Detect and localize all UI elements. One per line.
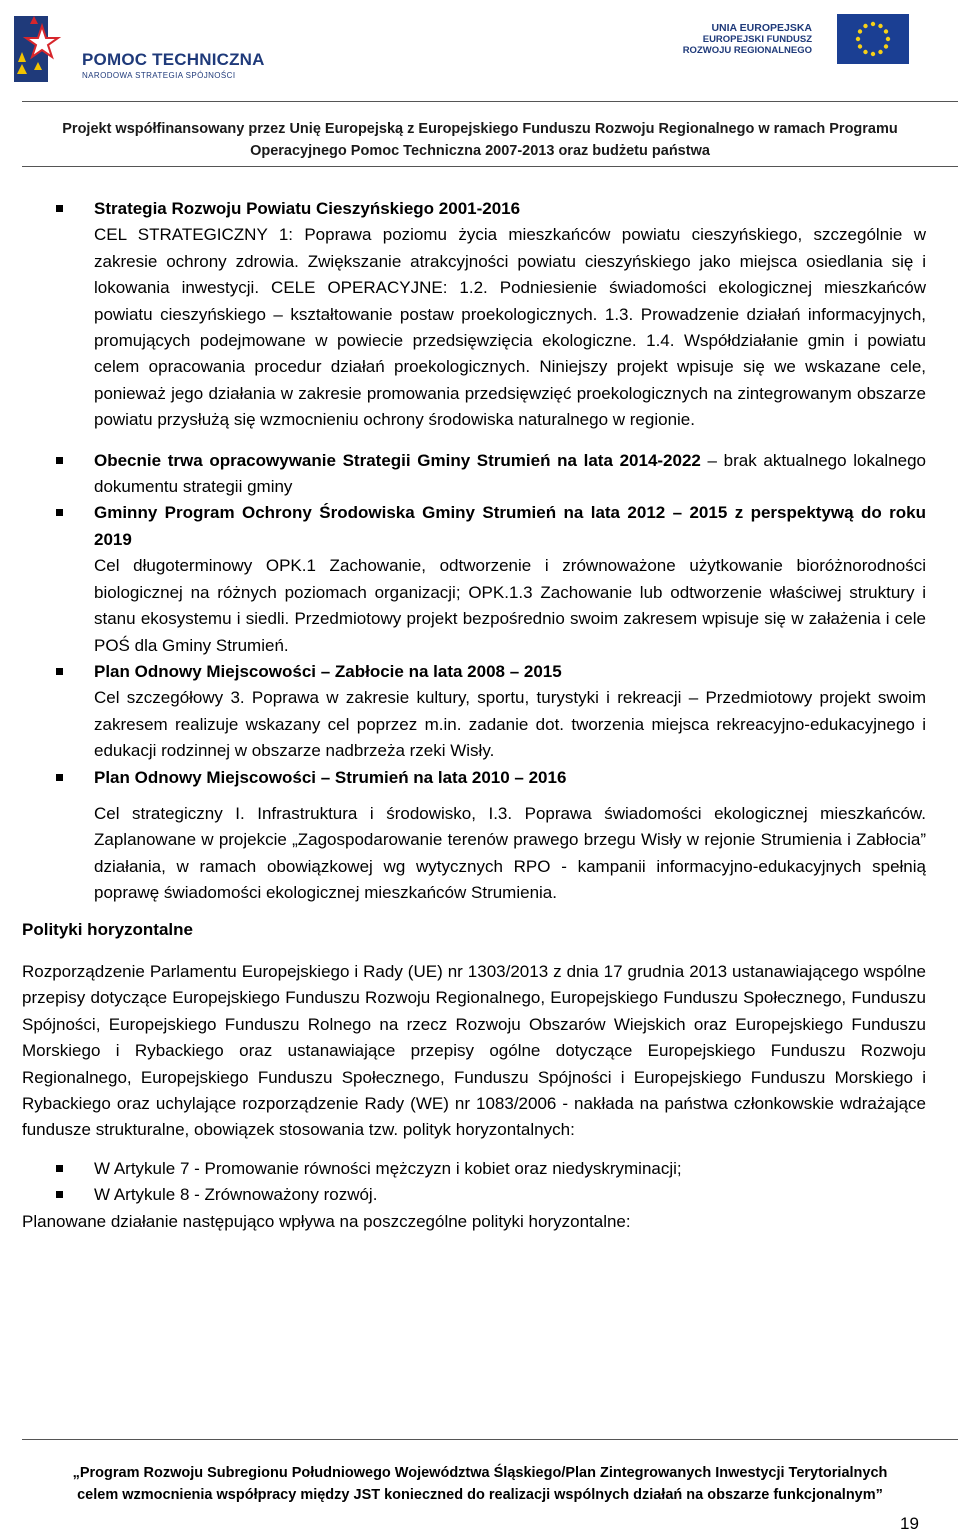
document-body (22, 196, 926, 1235)
pomoc-techniczna-title: POMOC TECHNICZNA (82, 50, 265, 69)
eu-line-2: EUROPEJSKI FUNDUSZ (702, 34, 812, 45)
list-item (22, 448, 926, 501)
item-body: Cel szczegółowy 3. Poprawa w zakresie kultury, sportu, turystyki i rekreacji – Przedmiotowy projekt swoim zakresem realizuje wskazany cel poprzez m.in. zadanie dot. tworzenia miejsca rekreacyjno-edukacyjnego i edukacji rodzinnej w obszarze nadbrzeża rzeki Wisły. (94, 688, 926, 761)
list-item (22, 765, 926, 907)
item-title: Strategia Rozwoju Powiatu Cieszyńskiego 2001-2016 (94, 199, 521, 218)
page-header (0, 0, 960, 100)
header-divider (22, 101, 958, 102)
item-body: Cel strategiczny I. Infrastruktura i środowisko, I.3. Poprawa świadomości ekologicznej mieszkańców. Zaplanowane w projekcie „Zagospodarowanie terenów prawego brzegu Wisły w rejonie Strumienia i Zabłocia” działania, w ramach obowiązkowej wg wytycznych RPO - kampanii informacyjno-edukacyjnych spełnią poprawę świadomości ekologicznej mieszkańców Strumienia. (94, 803, 926, 903)
item-title: Plan Odnowy Miejscowości – Zabłocie na lata 2008 – 2015 (94, 661, 562, 681)
list-item: W Artykule 8 - Zrównoważony rozwój. (22, 1182, 926, 1208)
item-title: Gminny Program Ochrony Środowiska Gminy Strumień na lata 2012 – 2015 z perspektywą do roku 2019 (94, 503, 926, 549)
project-line-2: Operacyjnego Pomoc Techniczna 2007-2013 oraz budżetu państwa (250, 143, 710, 159)
page-footer (0, 1462, 960, 1506)
item-body: – brak aktualnego lokalnego dokumentu strategii gminy (94, 450, 926, 497)
eu-line-1: UNIA EUROPEJSKA (711, 22, 812, 34)
eu-flag-icon (837, 14, 909, 64)
eu-logo (682, 12, 952, 74)
list-item (22, 500, 926, 658)
item-body: CEL STRATEGICZNY 1: Poprawa poziomu życia mieszkańców powiatu cieszyńskiego, szczególnie w zakresie ochrony zdrowia. Zwiększanie atrakcyjności powiatu cieszyńskiego jako miejsca osiedlania się i lokowania inwestycji. CELE OPERACYJNE: 1.2. Podniesienie świadomości ekologicznej mieszkańców powiatu cieszyńskiego – kształtowanie postaw proekologicznych. 1.3. Prowadzenie działań informacyjnych, promujących podejmowane w powiecie przedsięwzięcia ekologiczne. 1.4. Współdziałanie gmin i powiatu celem opracowania procedur działań proekologicznych. Niniejszy projekt wpisuje się we wskazane cele, ponieważ jego działania w zakresie promowania przedsięwzięć proekologicznych na zintegrowanym obszarze powiatu przysłużą się wzmocnieniu ochrony środowiska naturalnego w regionie. (94, 225, 926, 430)
item-body: Cel długoterminowy OPK.1 Zachowanie, odtworzenie i zrównoważone użytkowanie bioróżnorodności biologicznej na różnych poziomach organizacji; OPK.1.3 Zachowanie lub odtworzenie właściwej struktury i stanu ekosystemu i siedli. Przedmiotowy projekt bezpośrednio swoim zakresem wpisuje się w załażenia i cele POŚ dla Gminy Strumień. (94, 556, 926, 655)
list-item: W Artykule 7 - Promowanie równości mężczyzn i kobiet oraz niedyskryminacji; (22, 1156, 926, 1182)
project-line-1: Projekt współfinansowany przez Unię Europejską z Europejskiego Funduszu Rozwoju Regionalnego w ramach Programu (62, 121, 898, 137)
eu-line-3: ROZWOJU REGIONALNEGO (682, 45, 812, 56)
item-title: Plan Odnowy Miejscowości – Strumień na lata 2010 – 2016 (94, 767, 567, 787)
horizontal-policies-list (22, 1156, 926, 1209)
eu-logo-text (683, 23, 812, 56)
strategy-list (22, 196, 926, 907)
footer-line-1: „Program Rozwoju Subregionu Południowego Województwa Śląskiego/Plan Zintegrowanych Inwestycji Terytorialnych (72, 1465, 888, 1481)
project-divider (22, 166, 958, 167)
section-heading: Polityki horyzontalne (22, 919, 193, 939)
pomoc-techniczna-subtitle: NARODOWA STRATEGIA SPÓJNOŚCI (82, 71, 236, 80)
list-item (22, 196, 926, 434)
pomoc-techniczna-logo (12, 12, 265, 87)
list-item (22, 659, 926, 765)
closing-sentence: Planowane działanie następująco wpływa na poszczególne polityki horyzontalne: (22, 1211, 631, 1231)
regulation-paragraph: Rozporządzenie Parlamentu Europejskiego i Rady (UE) nr 1303/2013 z dnia 17 grudnia 2013 ustanawiającego wspólne przepisy dotyczące Europejskiego Funduszu Rozwoju Regionalnego, Europejskiego Funduszu Społecznego, Funduszu Spójności, Europejskiego Funduszu Rolnego na rzecz Rozwoju Obszarów Wiejskich oraz Europejskiego Funduszu Morskiego i Rybackiego oraz ustanawiające przepisy ogólne dotyczące Europejskiego Funduszu Rozwoju Regionalnego, Europejskiego Funduszu Społecznego, Funduszu Spójności i Europejskiego Funduszu Morskiego i Rybackiego oraz uchylające rozporządzenie Rady (WE) nr 1083/2006 - nakłada na państwa członkowskie wdrażające fundusze strukturalne, obowiązek stosowania tzw. polityk horyzontalnych: (22, 961, 926, 1140)
page-number: 19 (900, 1514, 919, 1533)
footer-divider (22, 1439, 958, 1440)
star-logo-icon (12, 12, 72, 84)
project-funding-note (0, 118, 960, 162)
item-title: Obecnie trwa opracowywanie Strategii Gminy Strumień na lata 2014-2022 (94, 450, 701, 470)
footer-line-2: celem wzmocnienia współpracy między JST konieczned do realizacji wspólnych działań na obszarze funkcjonalnym” (77, 1487, 883, 1503)
